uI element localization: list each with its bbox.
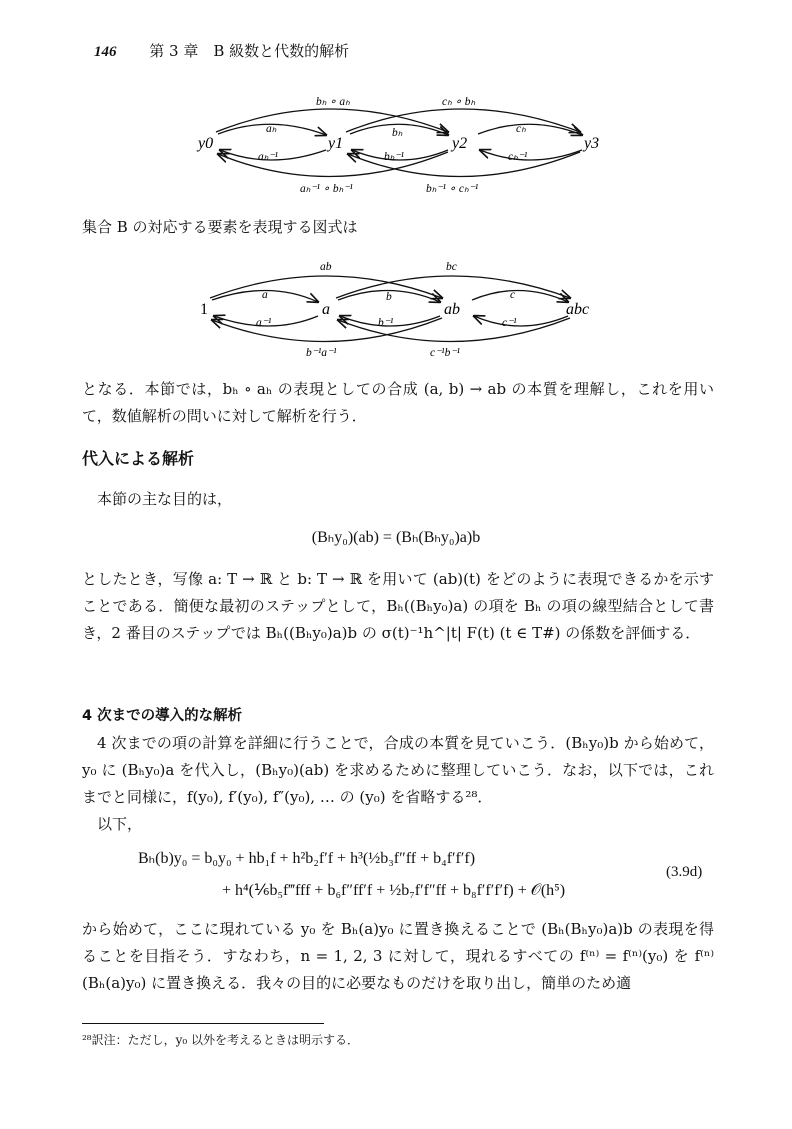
label-cb: cₕ ∘ bₕ bbox=[442, 96, 476, 108]
paragraph-substitution: から始めて，ここに現れている y₀ を Bₕ(a)y₀ に置き換えることで (Bₕ(Bₕy₀)a)b の表現を得ることを目指そう．すなわち，n = 1, 2, 3 に対して，現れるすべての f⁽ⁿ⁾ = f⁽ⁿ⁾(y₀) を f⁽ⁿ⁾(Bₕ(a)y₀) に置き換える．我々の目的に必要なものだけを取り出し，簡単のため適 bbox=[82, 920, 714, 992]
label-c-inv: c⁻¹ bbox=[502, 317, 517, 329]
subsection-title: 4 次までの導入的な解析 bbox=[82, 708, 243, 724]
equation-main: (Bₕy₀)(ab) = (Bₕ(Bₕy₀)a)b bbox=[311, 529, 481, 546]
arrow-cb bbox=[346, 109, 580, 132]
arrow-c-inv bbox=[480, 150, 582, 160]
node-abc: abc bbox=[566, 301, 590, 318]
page-number: 146 bbox=[94, 44, 117, 60]
section-title: 代入による解析 bbox=[82, 449, 195, 468]
diagram-intro-text: 集合 B の対応する要素を表現する図式は bbox=[82, 218, 358, 236]
equation-number: (3.9d) bbox=[666, 864, 703, 880]
node-a: a bbox=[322, 301, 330, 318]
node-1: 1 bbox=[200, 301, 208, 318]
paragraph-composition: となる．本節では，bₕ ∘ aₕ の表現としての合成 (a, b) → ab の本質を理解し，これを用いて，数値解析の問いに対して解析を行う． bbox=[82, 380, 714, 425]
label-c: c bbox=[510, 289, 516, 301]
label-a-inv: a⁻¹ bbox=[256, 317, 272, 329]
arrow-c bbox=[478, 124, 582, 135]
page-header bbox=[94, 40, 349, 61]
label-ab-inv: aₕ⁻¹ ∘ bₕ⁻¹ bbox=[300, 183, 353, 195]
label-b-inv: bₕ⁻¹ bbox=[384, 151, 404, 163]
paragraph-purpose: 本節の主な目的は， bbox=[97, 490, 233, 508]
node-y1: y1 bbox=[328, 135, 344, 152]
label-b-inv: b⁻¹ bbox=[378, 317, 394, 329]
label-b: bₕ bbox=[392, 127, 403, 139]
label-ab: ab bbox=[320, 261, 332, 273]
label-c-inv: cₕ⁻¹ bbox=[508, 151, 528, 163]
label-c: cₕ bbox=[516, 123, 526, 135]
label-ba: bₕ ∘ aₕ bbox=[316, 96, 350, 108]
paragraph-order4: 4 次までの項の計算を詳細に行うことで，合成の本質を見ていこう．(Bₕy₀)b から始めて，y₀ に (Bₕy₀)a を代入し，(Bₕy₀)(ab) を求めるために整理していこう．なお，以下では，これまでと同様に，f(y₀), f′(y₀), f″(y₀), … の (y₀) を省略する²⁸． bbox=[82, 734, 714, 806]
diagram-bh bbox=[190, 88, 610, 204]
label-a-inv: aₕ⁻¹ bbox=[258, 151, 278, 163]
paragraph-goal: としたとき，写像 a: T → ℝ と b: T → ℝ を用いて (ab)(t) をどのように表現できるかを示すことである．簡便な最初のステップとして，Bₕ((Bₕy₀)a) の項を Bₕ の項の線型結合として書き，2 番目のステップでは Bₕ((Bₕy₀)a)b の σ(t)⁻¹h^|t| F(t) (t ∈ T#) の係数を評価する． bbox=[82, 570, 714, 642]
label-b: b bbox=[386, 291, 392, 303]
equation-3-9d-line2: + h⁴(⅙b₅f‴fff + b₆f″ff′f + ½b₇f′f″ff + b₈f′f′f′f) + 𝒪(h⁵) bbox=[222, 882, 566, 899]
footnote-rule bbox=[82, 1023, 324, 1024]
node-y2: y2 bbox=[452, 135, 468, 152]
arrow-bc-inv bbox=[348, 152, 580, 177]
node-y3: y3 bbox=[584, 135, 600, 152]
label-bc-inv: bₕ⁻¹ ∘ cₕ⁻¹ bbox=[426, 183, 479, 195]
diagram-set-b bbox=[190, 252, 610, 368]
chapter-title: 第 3 章 B 級数と代数的解析 bbox=[149, 42, 350, 60]
node-ab: ab bbox=[444, 301, 460, 318]
label-a: a bbox=[262, 289, 268, 301]
equation-3-9d-line1: Bₕ(b)y₀ = b₀y₀ + hb₁f + h²b₂f′f + h³(½b₃f″ff + b₄f′f′f) bbox=[138, 850, 476, 867]
label-a: aₕ bbox=[266, 123, 277, 135]
paragraph-following: 以下， bbox=[97, 815, 143, 833]
node-y0: y0 bbox=[198, 135, 214, 152]
label-bc: bc bbox=[446, 261, 457, 273]
footnote-28: ²⁸訳注：ただし，y₀ 以外を考えるときは明示する． bbox=[82, 1033, 360, 1047]
label-ab-inv: b⁻¹a⁻¹ bbox=[306, 347, 337, 359]
label-bc-inv: c⁻¹b⁻¹ bbox=[430, 347, 460, 359]
